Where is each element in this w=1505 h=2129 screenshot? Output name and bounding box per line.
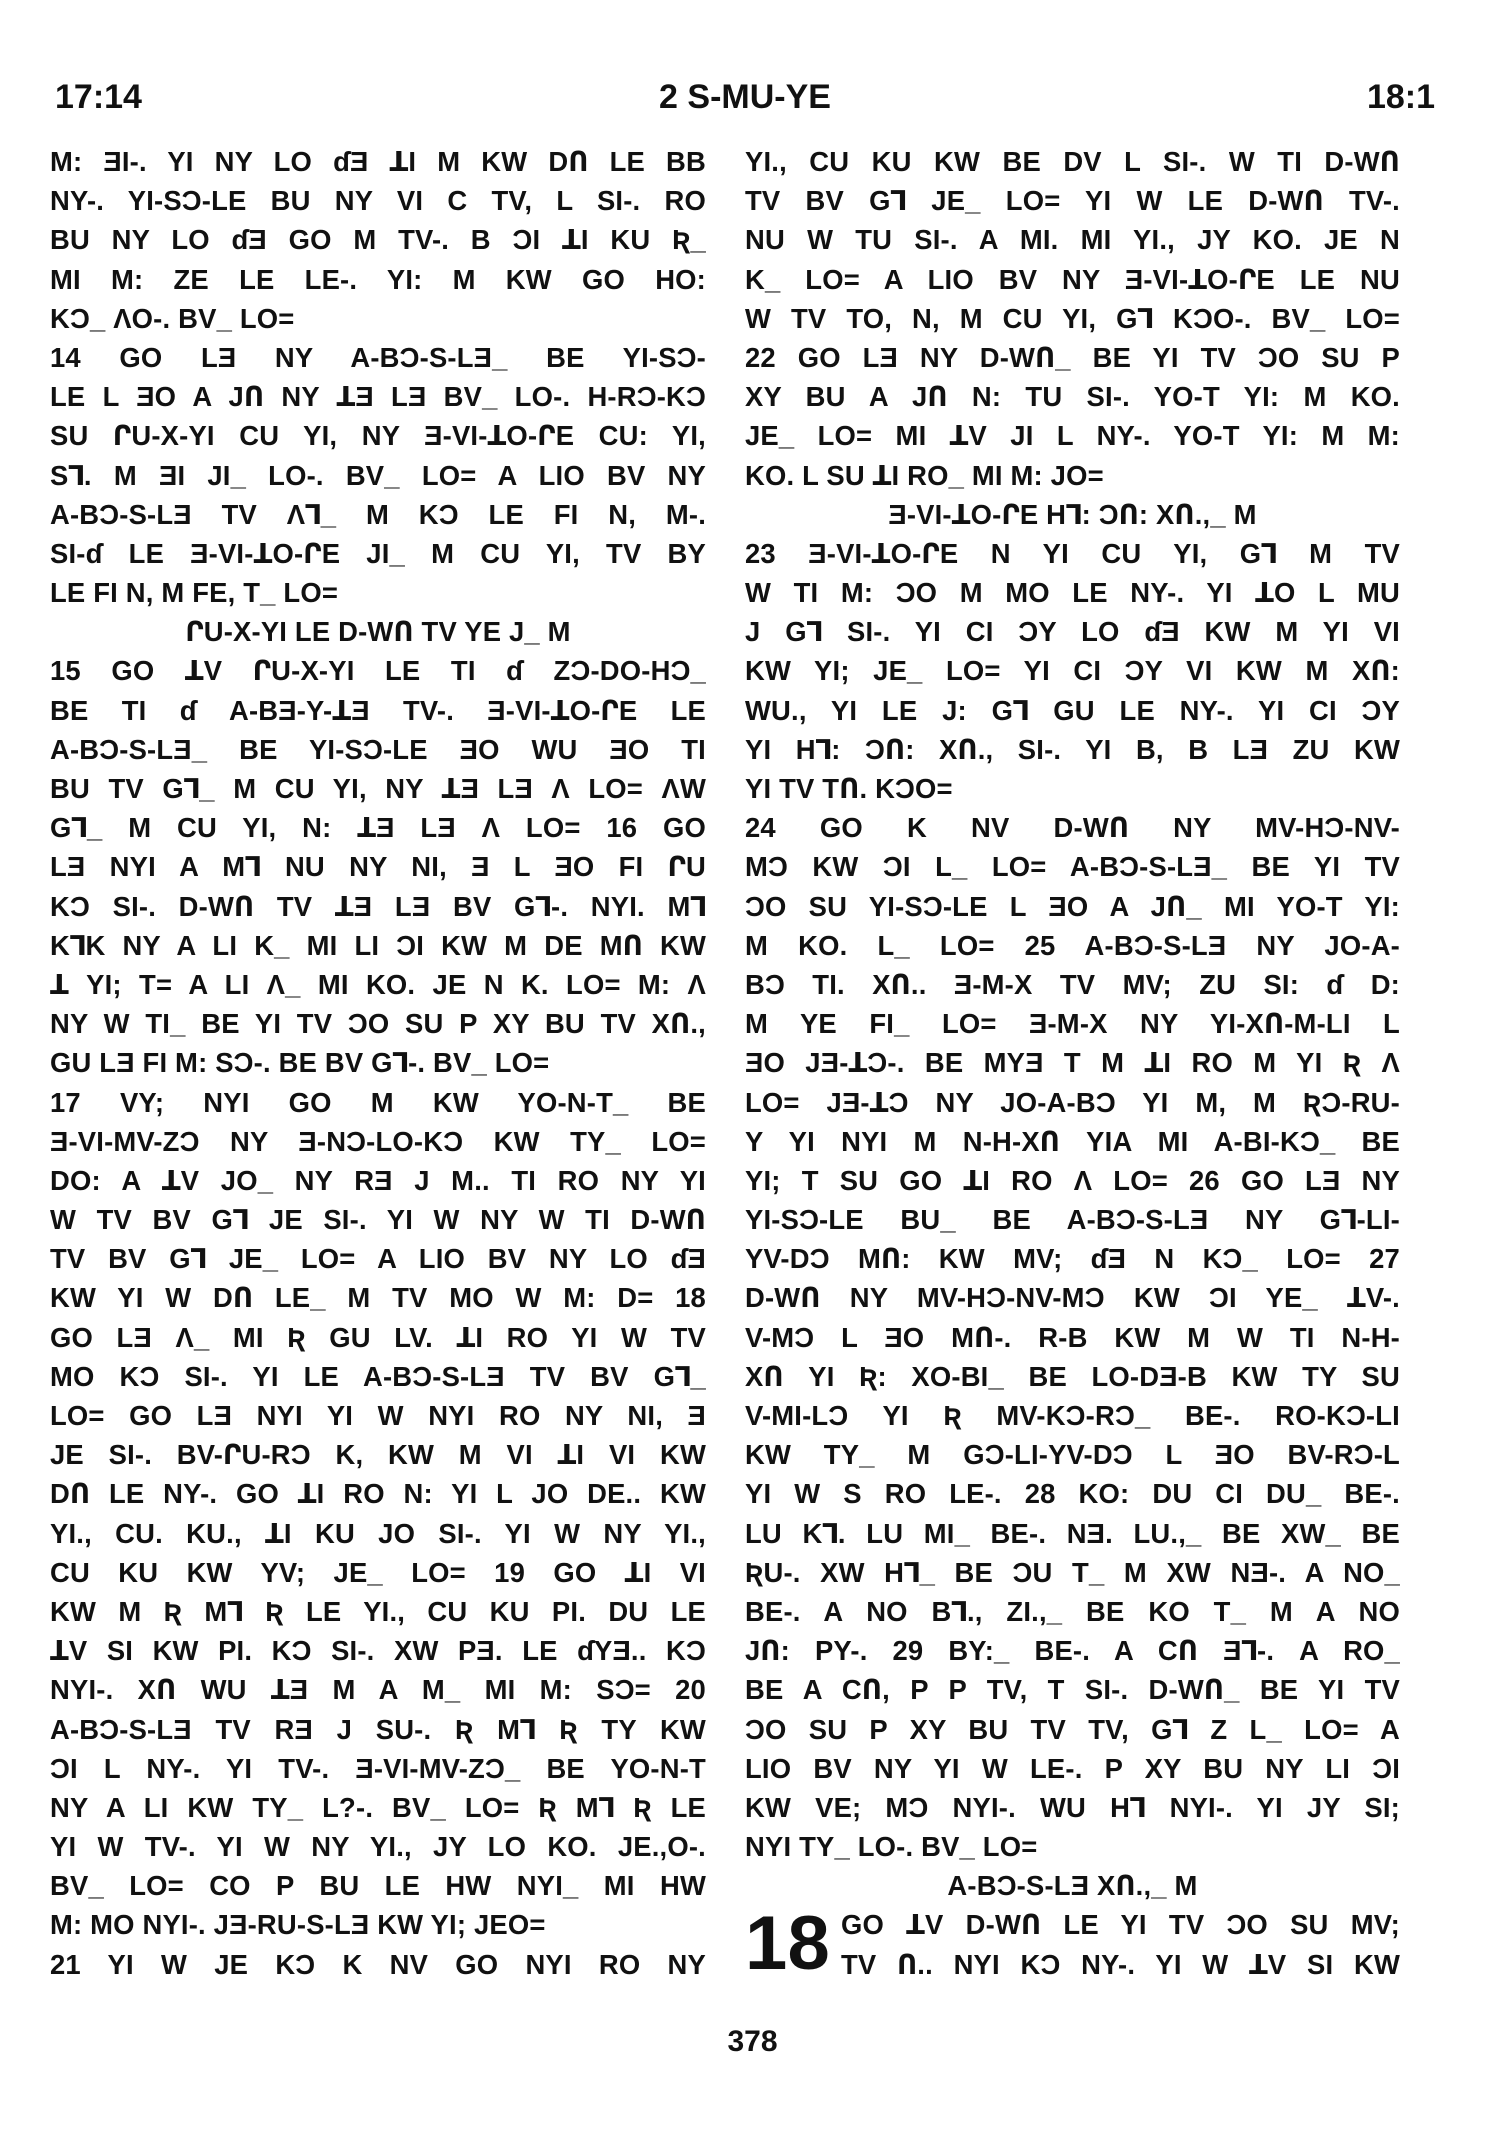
text-line: NYI-. XՈ WU ꓕƎ M A M_ MI M: SƆ= 20 — [50, 1674, 706, 1706]
text-line: J Gꓶ SI-. YI CI ƆY LO ɗƎ KW M YI VI — [745, 616, 1400, 648]
text-line: YI., CU KU KW BE DV L SI-. W TI D-WՈ — [745, 146, 1400, 177]
text-line: ƦU-. XW Hꓶ_ BE ƆU T_ M XW NƎ-. A NO_ — [745, 1556, 1400, 1588]
text-line: W TI M: ƆO M MO LE NY-. YI ꓕO L MU — [745, 577, 1400, 609]
running-head — [55, 78, 1435, 124]
text-line: BU NY LO ɗƎ GO M TV-. B ƆI ꓕI KU Ʀ_ — [50, 224, 706, 256]
text-line: NU W TU SI-. A MI. MI YI., JY KO. JE N — [745, 224, 1400, 256]
text-line: M: ƎI-. YI NY LO ɗƎ ꓕI M KW DՈ LE BB — [50, 146, 706, 177]
text-line: 14 GO LƎ NY A-BƆ-S-LƎ_ BE YI-SƆ- — [50, 341, 706, 373]
text-line: WU., YI LE J: Gꓶ GU LE NY-. YI CI ƆY — [745, 694, 1400, 726]
text-line: W TV TO, N, M CU YI, Gꓶ KƆO-. BV_ LO= — [745, 302, 1400, 334]
text-line: LIO BV NY YI W LE-. P XY BU NY LI ƆI — [745, 1752, 1400, 1784]
text-line: XՈ YI Ʀ: XO-BI_ BE LO-DƎ-B KW TY SU — [745, 1360, 1400, 1392]
text-line: D-WՈ NY MV-HƆ-NV-MƆ KW ƆI YE_ ꓕV-. — [745, 1282, 1400, 1314]
text-line: YV-DƆ MՈ: KW MV; ɗƎ N KƆ_ LO= 27 — [745, 1243, 1400, 1275]
text-line: BƆ TI. XՈ.. Ǝ-M-X TV MV; ZU SI: ɗ D: — [745, 968, 1400, 1000]
text-line: YI., CU. KU., ꓕI KU JO SI-. YI W NY YI., — [50, 1517, 706, 1549]
left-verse-reference: 17:14 — [55, 78, 142, 116]
text-line: NYI TY_ LO-. BV_ LO= — [745, 1831, 1038, 1863]
text-line: SI-ɗ LE Ǝ-VI-ꓕO-ՐE JI_ M CU YI, TV BY — [50, 537, 706, 569]
text-line: KW YI; JE_ LO= YI CI ƆY VI KW M XՈ: — [745, 655, 1400, 687]
text-line: DՈ LE NY-. GO ꓕI RO N: YI L JO DE.. KW — [50, 1478, 706, 1510]
text-line: NY A LI KW TY_ L?-. BV_ LO= Ʀ Mꓶ Ʀ LE — [50, 1791, 706, 1823]
text-line: YI W S RO LE-. 28 KO: DU CI DU_ BE-. — [745, 1478, 1400, 1510]
right-verse-reference: 18:1 — [1366, 78, 1435, 116]
text-line: YI; T SU GO ꓕI RO Ʌ LO= 26 GO LƎ NY — [745, 1164, 1400, 1196]
text-line: KW VE; MƆ NYI-. WU Hꓶ NYI-. YI JY SI; — [745, 1791, 1400, 1823]
text-line: A-BƆ-S-LƎ_ BE YI-SƆ-LE ƎO WU ƎO TI — [50, 733, 706, 765]
text-line: YI TV TՈ. KƆO= — [745, 773, 953, 804]
text-line: Gꓶ_ M CU YI, N: ꓕƎ LƎ Ʌ LO= 16 GO — [50, 812, 706, 844]
text-line: 21 YI W JE KƆ K NV GO NYI RO NY — [50, 1948, 706, 1980]
text-line: YI-SƆ-LE BU_ BE A-BƆ-S-LƎ NY Gꓶ-LI- — [745, 1204, 1400, 1236]
text-line: JՈ: PY-. 29 BY:_ BE-. A CՈ Ǝꓶ-. A RO_ — [745, 1635, 1400, 1667]
text-line: Ǝ-VI-MV-ZƆ NY Ǝ-NƆ-LO-KƆ KW TY_ LO= — [50, 1125, 706, 1157]
text-line: MI M: ZE LE LE-. YI: M KW GO HO: — [50, 263, 706, 295]
text-line: JE SI-. BV-ՐU-RƆ K, KW M VI ꓕI VI KW — [50, 1439, 706, 1471]
text-line: LO= JƎ-ꓕƆ NY JO-A-BƆ YI M, M ƦƆ-RU- — [745, 1086, 1400, 1118]
text-line: ƆO SU P XY BU TV TV, Gꓶ Z L_ LO= A — [745, 1713, 1400, 1745]
text-line: V-MI-LƆ YI Ʀ MV-KƆ-RƆ_ BE-. RO-KƆ-LI — [745, 1400, 1400, 1431]
section-heading: A-BƆ-S-LƎ XՈ.,_ M — [947, 1870, 1198, 1902]
text-line: 17 VY; NYI GO M KW YO-N-T_ BE — [50, 1086, 706, 1118]
text-line: Sꓶ. M ƎI JI_ LO-. BV_ LO= A LIO BV NY — [50, 459, 706, 491]
chapter-text-line: TV Ո.. NYI KƆ NY-. YI W ꓕV SI KW — [841, 1948, 1400, 1980]
text-line: BE TI ɗ A-BƎ-Y-ꓕƎ TV-. Ǝ-VI-ꓕO-ՐE LE — [50, 694, 706, 726]
text-line: KꓶK NY A LI K_ MI LI ƆI KW M DE MՈ KW — [50, 929, 706, 961]
text-line: M: MO NYI-. JƎ-RU-S-LƎ KW YI; JEO= — [50, 1909, 546, 1941]
text-line: KW YI W DՈ LE_ M TV MO W M: D= 18 — [50, 1282, 706, 1314]
text-line: M KO. L_ LO= 25 A-BƆ-S-LƎ NY JO-A- — [745, 929, 1400, 961]
text-line: ƆO SU YI-SƆ-LE L ƎO A JՈ_ MI YO-T YI: — [745, 890, 1400, 922]
text-line: LƎ NYI A Mꓶ NU NY NI, Ǝ L ƎO FI ՐU — [50, 851, 706, 883]
page-number: 378 — [727, 2025, 778, 2058]
text-line: KW TY_ M GƆ-LI-YV-DƆ L ƎO BV-RƆ-L — [745, 1439, 1400, 1471]
text-line: KƆ SI-. D-WՈ TV ꓕƎ LƎ BV Gꓶ-. NYI. Mꓶ — [50, 890, 706, 922]
text-line: NY W TI_ BE YI TV ƆO SU P XY BU TV XՈ., — [50, 1008, 706, 1040]
text-line: TV BV Gꓶ JE_ LO= A LIO BV NY LO ɗƎ — [50, 1243, 706, 1275]
chapter-opening — [745, 1901, 1400, 1987]
text-line: MƆ KW ƆI L_ LO= A-BƆ-S-LƎ_ BE YI TV — [745, 851, 1400, 883]
text-line: ꓕV SI KW PI. KƆ SI-. XW PƎ. LE ɗYƎ.. KƆ — [50, 1635, 706, 1667]
text-line: W TV BV Gꓶ JE SI-. YI W NY W TI D-WՈ — [50, 1204, 706, 1236]
text-line: DO: A ꓕV JO_ NY RƎ J M.. TI RO NY YI — [50, 1164, 706, 1196]
text-line: 22 GO LƎ NY D-WՈ_ BE YI TV ƆO SU P — [745, 341, 1400, 373]
text-line: 23 Ǝ-VI-ꓕO-ՐE N YI CU YI, Gꓶ M TV — [745, 537, 1400, 569]
book-title: 2 S-MU-YE — [659, 78, 831, 116]
text-line: KƆ_ ɅO-. BV_ LO= — [50, 302, 295, 334]
text-line: KO. L SU ꓕI RO_ MI M: JO= — [745, 459, 1104, 491]
text-line: SU ՐU-X-YI CU YI, NY Ǝ-VI-ꓕO-ՐE CU: YI, — [50, 420, 706, 452]
text-line: GU LƎ FI M: SƆ-. BE BV Gꓶ-. BV_ LO= — [50, 1047, 550, 1079]
text-line: ƆI L NY-. YI TV-. Ǝ-VI-MV-ZƆ_ BE YO-N-T — [50, 1752, 706, 1784]
text-line: MO KƆ SI-. YI LE A-BƆ-S-LƎ TV BV Gꓶ_ — [50, 1360, 706, 1392]
text-line: BU TV Gꓶ_ M CU YI, NY ꓕƎ LƎ Ʌ LO= ɅW — [50, 773, 706, 804]
text-line: 24 GO K NV D-WՈ NY MV-HƆ-NV- — [745, 812, 1400, 844]
text-line: JE_ LO= MI ꓕV JI L NY-. YO-T YI: M M: — [745, 420, 1400, 452]
text-line: CU KU KW YV; JE_ LO= 19 GO ꓕI VI — [50, 1556, 706, 1588]
text-line: XY BU A JՈ N: TU SI-. YO-T YI: M KO. — [745, 381, 1400, 413]
chapter-number: 18 — [745, 1901, 830, 1987]
text-line: NY-. YI-SƆ-LE BU NY VI C TV, L SI-. RO — [50, 185, 706, 217]
text-line: LE L ƎO A JՈ NY ꓕƎ LƎ BV_ LO-. H-RƆ-KƆ — [50, 381, 706, 413]
text-line: 15 GO ꓕV ՐU-X-YI LE TI ɗ ZƆ-DO-HƆ_ — [50, 655, 706, 687]
text-line: M YE FI_ LO= Ǝ-M-X NY YI-XՈ-M-LI L — [745, 1008, 1400, 1040]
text-line: ƎO JƎ-ꓕƆ-. BE MYƎ T M ꓕI RO M YI Ʀ Ʌ — [745, 1047, 1400, 1079]
text-line: LU Kꓶ. LU MI_ BE-. NƎ. LU.,_ BE XW_ BE — [745, 1517, 1400, 1549]
right-text-column — [745, 142, 1400, 1987]
text-line: YI Hꓶ: ƆՈ: XՈ., SI-. YI B, B LƎ ZU KW — [745, 733, 1400, 765]
text-line: TV BV Gꓶ JE_ LO= YI W LE D-WՈ TV-. — [745, 185, 1400, 217]
text-line: GO LƎ Ʌ_ MI Ʀ GU LV. ꓕI RO YI W TV — [50, 1321, 706, 1353]
text-line: LE FI N, M FE, T_ LO= — [50, 577, 339, 609]
text-line: LO= GO LƎ NYI YI W NYI RO NY NI, Ǝ — [50, 1400, 706, 1431]
text-line: BE-. A NO Bꓶ., ZI.,_ BE KO T_ M A NO — [745, 1595, 1400, 1627]
text-line: A-BƆ-S-LƎ TV Ʌꓶ_ M KƆ LE FI N, M-. — [50, 498, 706, 530]
left-text-column — [50, 142, 706, 1984]
text-line: BV_ LO= CO P BU LE HW NYI_ MI HW — [50, 1870, 706, 1902]
chapter-text-line: GO ꓕV D-WՈ LE YI TV ƆO SU MV; — [841, 1909, 1400, 1941]
text-line: KW M Ʀ Mꓶ Ʀ LE YI., CU KU PI. DU LE — [50, 1595, 706, 1627]
text-line: ꓕ YI; T= A LI Ʌ_ MI KO. JE N K. LO= M: Ʌ — [50, 968, 706, 1000]
text-line: A-BƆ-S-LƎ TV RƎ J SU-. Ʀ Mꓶ Ʀ TY KW — [50, 1713, 706, 1745]
text-line: Y YI NYI M N-H-XՈ YIA MI A-BI-KƆ_ BE — [745, 1125, 1400, 1157]
text-line: BE A CՈ, P P TV, T SI-. D-WՈ_ BE YI TV — [745, 1674, 1400, 1706]
text-line: K_ LO= A LIO BV NY Ǝ-VI-ꓕO-ՐE LE NU — [745, 263, 1400, 295]
text-line: V-MƆ L ƎO MՈ-. R-B KW M W TI N-H- — [745, 1321, 1400, 1353]
section-heading: ՐU-X-YI LE D-WՈ TV YE J_ M — [185, 616, 571, 648]
text-line: YI W TV-. YI W NY YI., JY LO KO. JE.,O-. — [50, 1831, 706, 1863]
section-heading: Ǝ-VI-ꓕO-ՐE Hꓶ: ƆՈ: XՈ.,_ M — [888, 498, 1257, 530]
